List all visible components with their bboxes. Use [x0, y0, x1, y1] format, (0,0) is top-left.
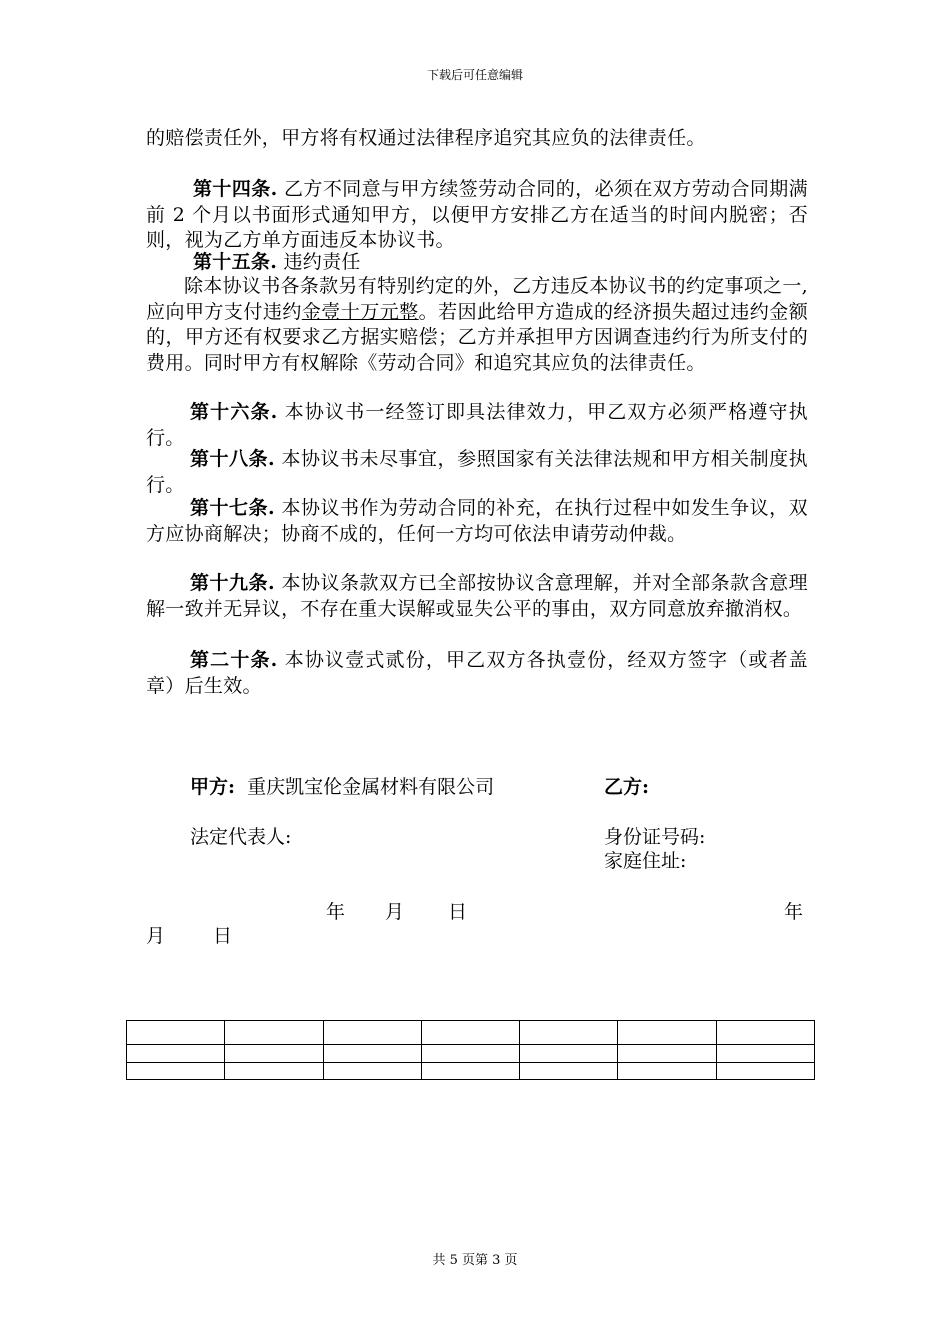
table-cell: [323, 1062, 421, 1079]
party-a-label: 甲方:: [190, 776, 236, 798]
article-body: 本协议壹式贰份，甲乙双方各执壹份，经双方签字（或者盖章）后生效。: [146, 649, 808, 697]
page-footer: 共 5 页第 3 页: [432, 1253, 518, 1268]
table-cell: [323, 1021, 421, 1045]
table-cell: [225, 1062, 323, 1079]
home-address-label: 家庭住址:: [604, 850, 687, 872]
table-cell: [421, 1045, 519, 1062]
article-body: 本协议书一经签订即具法律效力，甲乙双方必须严格遵守执行。: [146, 401, 808, 449]
table-cell: [716, 1021, 814, 1045]
article-heading: 第二十条.: [190, 649, 278, 671]
article-20: [146, 648, 808, 699]
table-cell: [618, 1045, 716, 1062]
table-cell: [520, 1021, 618, 1045]
article-heading: 第十四条.: [193, 178, 278, 200]
article-15: [146, 250, 808, 276]
article-heading: 第十五条.: [193, 251, 278, 273]
table-cell: [716, 1045, 814, 1062]
table-row: [127, 1021, 815, 1045]
table-cell: [520, 1062, 618, 1079]
id-number-label: 身份证号码:: [604, 826, 706, 848]
empty-grid-table: [126, 1020, 815, 1080]
penalty-amount: 金壹十万元整: [301, 300, 419, 323]
table-cell: [127, 1062, 225, 1079]
table-row: [127, 1062, 815, 1079]
party-b-label: 乙方:: [604, 776, 650, 798]
article-18: [146, 447, 808, 498]
page-header: 下载后可任意编辑: [426, 68, 523, 82]
article-heading: 第十七条.: [190, 497, 275, 519]
article-heading: 第十八条.: [190, 448, 275, 470]
date-b-month: 月: [146, 925, 166, 947]
date-a-month: 月: [385, 901, 405, 923]
table-row: [127, 1045, 815, 1062]
article-15-detail: [146, 274, 808, 376]
article-16: [146, 400, 808, 451]
table-cell: [225, 1045, 323, 1062]
date-a-year: 年: [326, 901, 346, 923]
date-b-day: 日: [213, 925, 233, 947]
article-body: 本协议书作为劳动合同的补充，在执行过程中如发生争议，双方应协商解决；协商不成的，任何一方均可依法申请劳动仲裁。: [146, 497, 808, 545]
paragraph-continuation: [146, 126, 808, 152]
paragraph-text: 除本协议书各条款另有特别约定的外，乙方违反本协议书的约定事项之一,应向甲方支付违约: [146, 275, 808, 323]
paragraph-text: 的赔偿责任外，甲方将有权通过法律程序追究其应负的法律责任。: [146, 127, 706, 149]
table-cell: [618, 1021, 716, 1045]
article-body: 乙方不同意与甲方续签劳动合同的，必须在双方劳动合同期满前 2 个月以书面形式通知甲方，以便甲方安排乙方在适当的时间内脱密；否则，视为乙方单方面违反本协议书。: [146, 178, 808, 251]
table-cell: [520, 1045, 618, 1062]
table-cell: [323, 1045, 421, 1062]
paragraph-text: 。若因此给甲方造成的经济损失超过违约金额的，甲方还有权要求乙方据实赔偿；乙方并承担甲方因调查违约行为所支付的费用。同时甲方有权解除《劳动合同》和追究其应负的法律责任。: [146, 300, 808, 374]
table-cell: [127, 1021, 225, 1045]
table-cell: [618, 1062, 716, 1079]
table-cell: [716, 1062, 814, 1079]
party-a-name: 重庆凯宝伦金属材料有限公司: [247, 776, 495, 798]
article-body: 违约责任: [277, 251, 361, 273]
date-b-year: 年: [784, 901, 804, 923]
article-17: [146, 496, 808, 547]
article-body: 本协议书未尽事宜，参照国家有关法律法规和甲方相关制度执行。: [146, 448, 808, 496]
party-a-line: [190, 772, 494, 799]
table-cell: [421, 1021, 519, 1045]
legal-rep-label: 法定代表人:: [190, 826, 292, 848]
article-heading: 第十九条.: [190, 572, 275, 594]
article-14: [146, 177, 808, 254]
party-b-line: [604, 772, 649, 799]
table-cell: [225, 1021, 323, 1045]
article-19: [146, 571, 808, 622]
article-heading: 第十六条.: [190, 401, 278, 423]
date-a-day: 日: [448, 901, 468, 923]
table-cell: [421, 1062, 519, 1079]
table-cell: [127, 1045, 225, 1062]
article-body: 本协议条款双方已全部按协议含意理解，并对全部条款含意理解一致并无异议，不存在重大误解或显失公平的事由，双方同意放弃撤消权。: [146, 572, 808, 620]
